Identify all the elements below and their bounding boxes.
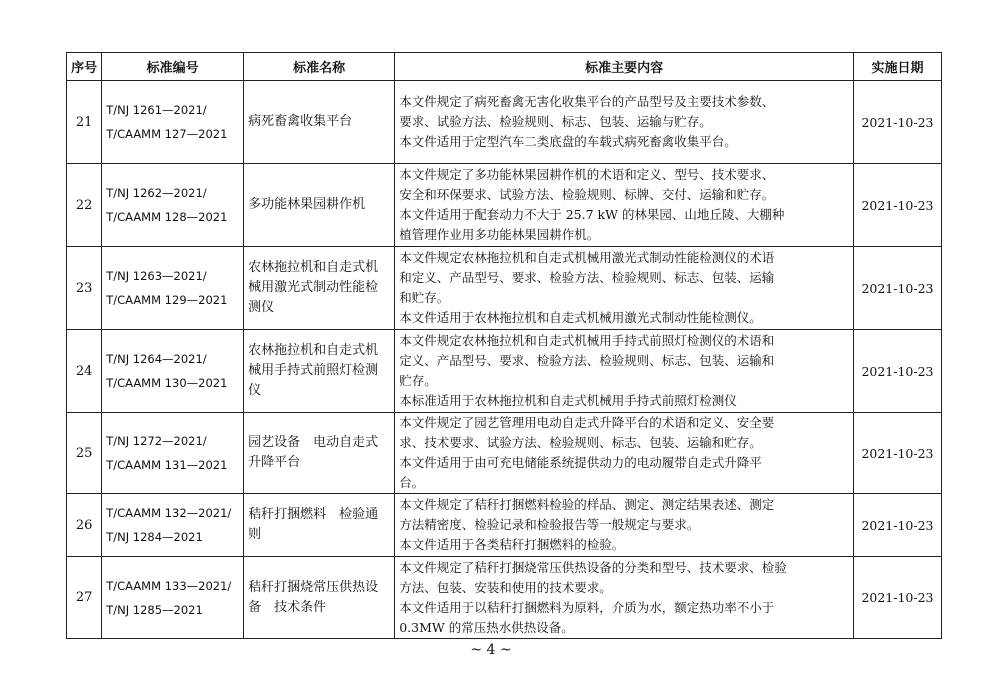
cell-standard-code [102,247,244,330]
content-line: 本文件适用于农林拖拉机和自走式机械用激光式制动性能检测仪。 [399,310,762,325]
cell-implementation-date: 2021-10-23 [853,413,941,494]
content-line: 方法精密度、检验记录和检验报告等一般规定与要求。 [399,517,700,532]
content-line: 本文件适用于以秸秆打捆燃料为原料，介质为水，额定热功率不小于 [399,599,775,615]
cell-seq: 21 [67,81,102,164]
header-seq: 序号 [67,53,102,81]
standard-code-line: T/NJ 1284—2021 [106,530,203,544]
content-line: 方法、包装、安装和使用的技术要求。 [399,579,612,595]
cell-standard-code [102,164,244,247]
content-line: 本文件适用于配套动力不大于 25.7 kW 的林果园、山地丘陵、大棚种 [399,207,785,222]
cell-standard-name: 多功能林果园耕作机 [244,164,395,247]
table-body [67,81,942,639]
content-line: 本文件适用于由可充电储能系统提供动力的电动履带自走式升降平 [399,455,762,470]
standard-code-line: T/NJ 1262—2021/ [106,186,207,200]
cell-standard-name: 秸秆打捆燃料 检验通则 [244,494,395,557]
cell-main-content [395,413,854,494]
content-line: 本文件规定农林拖拉机和自走式机械用手持式前照灯检测仪的术语和 [399,333,775,348]
standard-code-line: T/NJ 1285—2021 [106,602,203,617]
standard-code-line: T/CAAMM 130—2021 [106,376,228,390]
content-line: 贮存。 [399,373,437,388]
content-line: 本文件规定了多功能林果园耕作机的术语和定义、型号、技术要求、 [399,167,775,182]
page-number: ~ 4 ~ [470,642,512,658]
standard-code-line: T/CAAMM 127—2021 [106,127,228,141]
cell-seq: 25 [67,413,102,494]
table-row [67,557,942,639]
content-line: 本文件规定了秸秆打捆燃料检验的样品、测定、测定结果表述、测定 [399,497,775,512]
content-line: 本文件规定农林拖拉机和自走式机械用激光式制动性能检测仪的术语 [399,250,775,265]
table-row [67,247,942,330]
content-line: 安全和环保要求、试验方法、检验规则、标牌、交付、运输和贮存。 [399,187,775,202]
content-line: 本文件适用于各类秸秆打捆燃料的检验。 [399,537,625,552]
standard-code-line: T/CAAMM 128—2021 [106,210,228,224]
standard-code-line: T/CAAMM 133—2021/ [106,578,232,593]
cell-standard-code [102,330,244,413]
content-line: 和贮存。 [399,290,450,305]
cell-standard-name: 病死畜禽收集平台 [244,81,395,164]
content-line: 本文件规定了园艺管理用电动自走式升降平台的术语和定义、安全要 [399,415,775,430]
cell-implementation-date: 2021-10-23 [853,81,941,164]
content-line: 0.3MW 的常压热水供热设备。 [399,619,574,635]
standard-code-line: T/NJ 1264—2021/ [106,352,207,366]
cell-seq: 24 [67,330,102,413]
standard-code-line: T/NJ 1263—2021/ [106,269,207,283]
cell-main-content [395,330,854,413]
table-header-row [67,53,942,81]
cell-main-content [395,164,854,247]
cell-standard-name: 秸秆打捆烧常压供热设备 技术条件 [244,557,395,639]
header-name: 标准名称 [244,53,395,81]
cell-implementation-date: 2021-10-23 [853,494,941,557]
cell-implementation-date: 2021-10-23 [853,247,941,330]
cell-standard-name: 农林拖拉机和自走式机械用激光式制动性能检测仪 [244,247,395,330]
content-line: 和定义、产品型号、要求、检验方法、检验规则、标志、包装、运输 [399,270,775,285]
header-content: 标准主要内容 [395,53,854,81]
cell-implementation-date: 2021-10-23 [853,330,941,413]
cell-main-content [395,557,854,639]
table-row [67,494,942,557]
cell-seq: 26 [67,494,102,557]
cell-seq: 23 [67,247,102,330]
table-row [67,413,942,494]
cell-implementation-date: 2021-10-23 [853,557,941,639]
cell-seq: 27 [67,557,102,639]
table-row [67,330,942,413]
content-line: 本文件规定了病死畜禽无害化收集平台的产品型号及主要技术参数、 [399,94,775,109]
cell-standard-code [102,413,244,494]
cell-main-content [395,81,854,164]
content-line: 定义、产品型号、要求、检验方法、检验规则、标志、包装、运输和 [399,353,775,368]
standard-code-line: T/CAAMM 129—2021 [106,293,228,307]
cell-seq: 22 [67,164,102,247]
content-line: 台。 [399,475,425,490]
standard-code-line: T/NJ 1272—2021/ [106,434,207,448]
standard-code-line: T/CAAMM 131—2021 [106,458,228,472]
header-code: 标准编号 [102,53,244,81]
cell-standard-code [102,557,244,639]
cell-implementation-date: 2021-10-23 [853,164,941,247]
cell-main-content [395,247,854,330]
content-line: 本文件适用于定型汽车二类底盘的车载式病死畜禽收集平台。 [399,134,737,149]
standards-table [66,52,942,639]
standard-code-line: T/CAAMM 132—2021/ [106,506,232,520]
cell-standard-code [102,494,244,557]
content-line: 植管理作业用多功能林果园耕作机。 [399,227,600,242]
standard-code-line: T/NJ 1261—2021/ [106,103,207,117]
cell-standard-name: 农林拖拉机和自走式机械用手持式前照灯检测仪 [244,330,395,413]
table-row [67,164,942,247]
table-row [67,81,942,164]
content-line: 本标准适用于农林拖拉机和自走式机械用手持式前照灯检测仪 [399,393,737,408]
content-line: 本文件规定了秸秆打捆烧常压供热设备的分类和型号、技术要求、检验 [399,559,787,575]
cell-standard-code [102,81,244,164]
header-date: 实施日期 [853,53,941,81]
content-line: 求、技术要求、试验方法、检验规则、标志、包装、运输和贮存。 [399,435,762,450]
cell-main-content [395,494,854,557]
content-line: 要求、试验方法、检验规则、标志、包装、运输与贮存。 [399,114,712,129]
cell-standard-name: 园艺设备 电动自走式升降平台 [244,413,395,494]
